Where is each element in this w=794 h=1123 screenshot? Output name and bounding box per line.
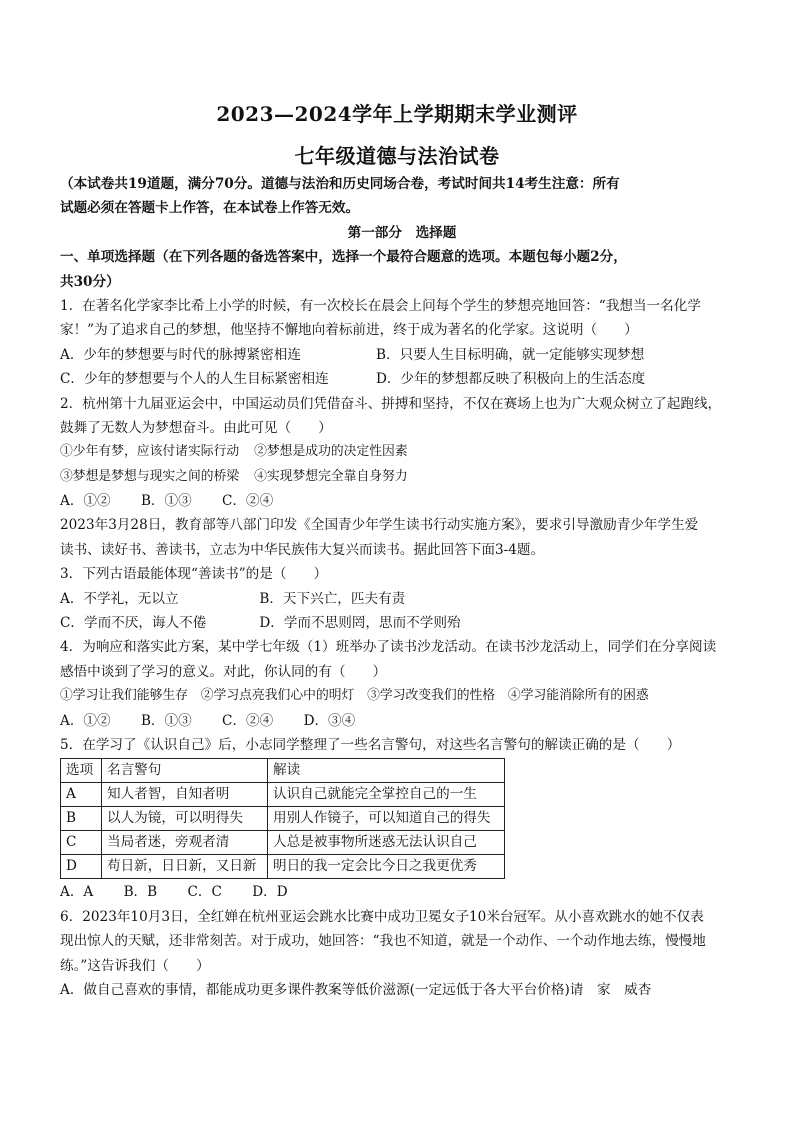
q5-option-a: A．A <box>60 884 94 901</box>
section1-line-1: 一、单项选择题（在下列各题的备选答案中，选择一个最符合题意的选项。本题包每小题2分， <box>60 249 627 266</box>
q2-item-1: ①少年有梦，应该付诸实际行动 <box>60 444 240 460</box>
q1-options-row-2 <box>60 367 744 391</box>
q2-item-3: ③梦想是梦想与现实之间的桥梁 <box>60 468 240 484</box>
table-header-row <box>61 759 505 783</box>
q5-option-c: C．C <box>187 884 222 901</box>
q2-stem-line-2: 鼓舞了无数人为梦想奋斗。由此可见（ ） <box>60 419 332 436</box>
q2-items-row-2 <box>60 465 744 489</box>
q1-option-d: D．少年的梦想都反映了积极向上的生活态度 <box>376 371 646 388</box>
table-row <box>61 807 505 831</box>
table-row <box>61 783 505 807</box>
q5-table <box>60 758 505 879</box>
table-row <box>61 831 505 855</box>
q1-option-b: B．只要人生目标明确，就一定能够实现梦想 <box>376 346 645 363</box>
q4-option-d: D．③④ <box>303 712 356 729</box>
q4-stem-line-2: 感悟中谈到了学习的意义。对此，你认同的有（ ） <box>60 663 387 680</box>
q3-stem: 3．下列古语最能体现“善读书”的是（ ） <box>60 566 328 583</box>
q1-option-a: A．少年的梦想要与时代的脉搏紧密相连 <box>60 346 301 363</box>
passage-line-1: 2023年3月28日，教育部等八部门印发《全国青少年学生读书行动实施方案》，要求引导激励青少年学生爱 <box>60 517 699 534</box>
table-cell: 人总是被事物所迷惑无法认识自己 <box>268 831 505 855</box>
notice-line-1: （本试卷共19道题，满分70分。道德与法治和历史同场合卷，考试时间共14考生注意：所有 <box>60 176 620 192</box>
passage-line-2: 读书、读好书、善读书，立志为中华民族伟大复兴而读书。据此回答下面3-4题。 <box>60 541 545 558</box>
q1-options-row-1 <box>60 343 744 367</box>
table-cell: D <box>61 855 102 879</box>
q3-options-row-2 <box>60 611 744 635</box>
table-cell: B <box>61 807 102 831</box>
q2-option-c: C．②④ <box>222 493 274 510</box>
table-cell: A <box>61 783 102 807</box>
q2-item-2: ②梦想是成功的决定性因素 <box>254 444 408 460</box>
section1-line-2: 共30分） <box>60 273 120 290</box>
q2-item-4: ④实现梦想完全靠自身努力 <box>254 468 408 484</box>
q3-option-a: A．不学礼，无以立 <box>60 590 179 607</box>
table-row <box>61 855 505 879</box>
table-cell: C <box>61 831 102 855</box>
table-cell: 用别人作镜子，可以知道自己的得失 <box>268 807 505 831</box>
exam-subtitle: 七年级道德与法治试卷 <box>294 144 500 168</box>
exam-title: 2023—2024学年上学期期末学业测评 <box>216 102 578 126</box>
q3-options-row-1 <box>60 587 744 611</box>
q2-items-row-1 <box>60 440 744 464</box>
q3-option-d: D．学而不思则罔，思而不学则殆 <box>259 615 461 632</box>
q4-option-b: B．①③ <box>140 712 192 729</box>
q3-option-c: C．学而不厌，诲人不倦 <box>60 615 207 632</box>
q4-option-c: C．②④ <box>222 712 274 729</box>
q3-option-b: B．天下兴亡，匹夫有责 <box>259 590 406 607</box>
table-header-cell: 解读 <box>268 759 505 783</box>
q6-stem-line-3: 练。”这告诉我们（ ） <box>60 957 210 974</box>
q6-stem-line-1: 6．2023年10月3日，全红婵在杭州亚运会跳水比赛中成功卫冕女子10米台冠军。从小喜欢跳水的她不仅表 <box>60 908 704 925</box>
table-header-cell: 选项 <box>61 759 102 783</box>
q5-options <box>60 880 744 904</box>
q5-stem: 5．在学习了《认识自己》后，小志同学整理了一些名言警句，对这些名言警句的解读正确的是（ ） <box>60 736 681 753</box>
q4-stem-line-1: 4．为响应和落实此方案，某中学七年级（1）班举办了读书沙龙活动。在读书沙龙活动上，同学们在分享阅读 <box>60 639 717 656</box>
table-cell: 知人者智，自知者明 <box>102 783 268 807</box>
q2-option-b: B．①③ <box>140 493 192 510</box>
table-cell: 明日的我一定会比今日之我更优秀 <box>268 855 505 879</box>
q1-stem-line-2: 家！”为了追求自己的梦想，他坚持不懈地向着标前进，终于成为著名的化学家。这说明（ ） <box>60 322 638 339</box>
q5-option-b: B．B <box>123 884 158 901</box>
q2-stem-line-1: 2．杭州第十九届亚运会中，中国运动员们凭借奋斗、拼搏和坚持，不仅在赛场上也为广大观众树立了起跑线， <box>60 395 722 412</box>
q1-option-c: C．少年的梦想要与个人的人生目标紧密相连 <box>60 371 329 388</box>
notice-line-2: 试题必须在答题卡上作答，在本试卷上作答无效。 <box>60 200 360 217</box>
table-header-cell: 名言警句 <box>102 759 268 783</box>
q6-option-a: A．做自己喜欢的事情，都能成功更多课件教案等低价滋源(一定远低于各大平台价格)请 家 威杏 <box>60 981 652 998</box>
q2-options <box>60 489 744 513</box>
q5-option-d: D．D <box>252 884 288 901</box>
table-cell: 苟日新，日日新，又日新 <box>102 855 268 879</box>
exam-body <box>60 172 744 1002</box>
q4-items: ①学习让我们能够生存 ②学习点亮我们心中的明灯 ③学习改变我们的性格 ④学习能消除所有的困惑 <box>60 688 649 704</box>
q4-options <box>60 709 744 733</box>
q1-stem-line-1: 1．在著名化学家李比希上小学的时候，有一次校长在晨会上问每个学生的梦想亮地回答：“我想当一名化学 <box>60 297 701 314</box>
q4-option-a: A．①② <box>60 712 111 729</box>
q2-option-a: A．①② <box>60 493 111 510</box>
table-cell: 当局者迷，旁观者清 <box>102 831 268 855</box>
part1-heading: 第一部分 选择题 <box>347 224 457 241</box>
table-cell: 认识自己就能完全掌控自己的一生 <box>268 783 505 807</box>
q6-stem-line-2: 现出惊人的天赋，还非常刻苦。对于成功，她回答：“我也不知道，就是一个动作、一个动作地去练，慢慢地 <box>60 933 706 950</box>
table-cell: 以人为镜，可以明得失 <box>102 807 268 831</box>
